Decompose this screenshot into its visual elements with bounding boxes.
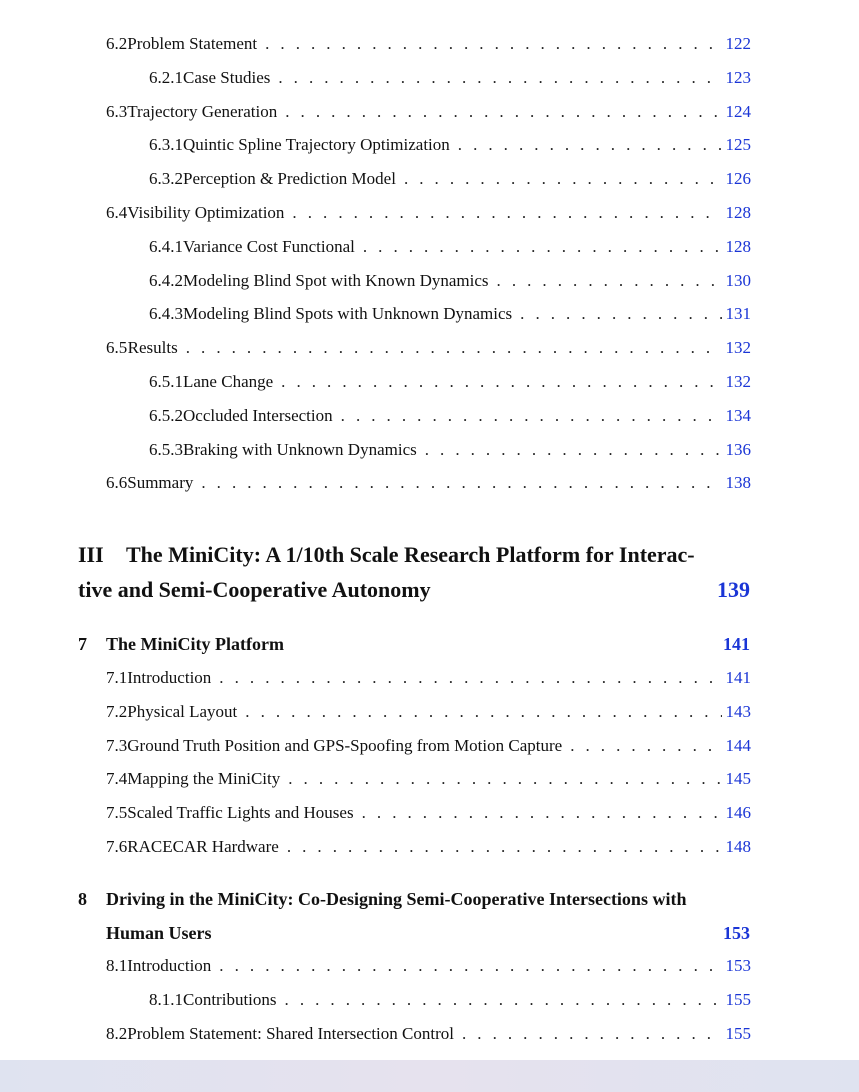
chapter-7-heading[interactable] bbox=[78, 630, 284, 658]
page-number-link[interactable]: 128 bbox=[725, 203, 751, 222]
section-number: 6.5 bbox=[106, 338, 128, 358]
section-number: 6.4.1 bbox=[149, 236, 183, 256]
dot-leader bbox=[570, 734, 721, 758]
section-number: 8.1 bbox=[106, 956, 128, 975]
dot-leader bbox=[520, 302, 721, 326]
chapter-title-line-1: Driving in the MiniCity: Co-Designing Semi-Cooperative Intersections with bbox=[106, 889, 687, 909]
section-number: 6.4.3 bbox=[149, 304, 183, 324]
section-title: Braking with Unknown Dynamics bbox=[183, 439, 417, 459]
dot-leader bbox=[285, 988, 722, 1012]
toc-entry[interactable] bbox=[149, 269, 751, 293]
section-title: Ground Truth Position and GPS-Spoofing from Motion Capture bbox=[127, 735, 563, 755]
toc-entry[interactable] bbox=[149, 988, 751, 1012]
chapter-title-line-2: Human Users bbox=[106, 923, 212, 943]
toc-entry[interactable] bbox=[149, 404, 751, 428]
section-number: 6.4 bbox=[106, 203, 128, 222]
section-number: 6.3 bbox=[106, 101, 128, 121]
section-number: 7.2 bbox=[106, 701, 128, 721]
toc-entry[interactable] bbox=[106, 32, 751, 56]
toc-entry[interactable] bbox=[106, 666, 751, 690]
page-number-link[interactable]: 155 bbox=[725, 989, 751, 1009]
dot-leader bbox=[363, 235, 722, 259]
section-title: Quintic Spline Trajectory Optimization bbox=[183, 135, 450, 155]
dot-leader bbox=[219, 954, 721, 978]
chapter-title: The MiniCity Platform bbox=[106, 634, 284, 654]
dot-leader bbox=[265, 32, 721, 56]
section-number: 7.6 bbox=[106, 837, 128, 856]
chapter-8-heading-line-2[interactable] bbox=[106, 919, 212, 947]
viewer-bottom-bar bbox=[0, 1060, 859, 1092]
dot-leader bbox=[278, 66, 721, 90]
section-title: RACECAR Hardware bbox=[127, 837, 279, 856]
section-title: Modeling Blind Spots with Unknown Dynamics bbox=[183, 304, 513, 324]
page-number-link[interactable]: 132 bbox=[725, 372, 751, 391]
part-heading-line-2[interactable] bbox=[78, 575, 431, 605]
toc-entry[interactable] bbox=[106, 100, 751, 124]
section-title: Mapping the MiniCity bbox=[127, 769, 281, 789]
section-title: Scaled Traffic Lights and Houses bbox=[127, 803, 354, 823]
dot-leader bbox=[458, 133, 722, 157]
toc-entry[interactable] bbox=[149, 438, 751, 462]
page-number-link[interactable]: 124 bbox=[725, 101, 751, 121]
section-number: 8.1.1 bbox=[149, 989, 183, 1009]
page-number-link[interactable]: 132 bbox=[725, 338, 751, 358]
section-number: 6.3.2 bbox=[149, 169, 183, 189]
toc-entry[interactable] bbox=[106, 734, 751, 758]
section-title: Problem Statement bbox=[127, 34, 258, 53]
section-number: 7.5 bbox=[106, 803, 128, 823]
toc-entry[interactable] bbox=[149, 167, 751, 191]
page-number-link[interactable]: 144 bbox=[725, 735, 751, 755]
section-number: 8.2 bbox=[106, 1023, 128, 1043]
section-title: Occluded Intersection bbox=[183, 405, 333, 425]
toc-entry[interactable] bbox=[149, 235, 751, 259]
page-number-link[interactable]: 143 bbox=[725, 701, 751, 721]
toc-entry[interactable] bbox=[106, 767, 751, 791]
section-title: Lane Change bbox=[183, 372, 274, 391]
chapter-7-page-link[interactable]: 141 bbox=[723, 634, 750, 654]
dot-leader bbox=[404, 167, 722, 191]
chapter-number: 8 bbox=[78, 889, 87, 909]
toc-entry[interactable] bbox=[106, 201, 751, 225]
section-title: Introduction bbox=[127, 668, 212, 687]
section-number: 6.5.2 bbox=[149, 405, 183, 425]
section-title: Case Studies bbox=[183, 67, 271, 87]
dot-leader bbox=[362, 801, 722, 825]
toc-entry[interactable] bbox=[149, 133, 751, 157]
section-number: 6.2 bbox=[106, 34, 128, 53]
part-title-line-1: The MiniCity: A 1/10th Scale Research Platform for Interac- bbox=[126, 542, 695, 567]
page-number-link[interactable]: 134 bbox=[725, 405, 751, 425]
chapter-8-heading[interactable] bbox=[78, 885, 686, 913]
toc-entry[interactable] bbox=[149, 66, 751, 90]
part-title-line-2: tive and Semi-Cooperative Autonomy bbox=[78, 577, 431, 602]
toc-entry[interactable] bbox=[106, 801, 751, 825]
section-title: Trajectory Generation bbox=[127, 101, 278, 121]
section-number: 6.5.3 bbox=[149, 439, 183, 459]
toc-entry[interactable] bbox=[106, 700, 751, 724]
toc-entry[interactable] bbox=[149, 302, 751, 326]
section-title: Modeling Blind Spot with Known Dynamics bbox=[183, 270, 489, 290]
section-title: Physical Layout bbox=[127, 701, 238, 721]
toc-entry[interactable] bbox=[106, 471, 751, 495]
dot-leader bbox=[462, 1022, 722, 1046]
page-number-link[interactable]: 131 bbox=[725, 304, 751, 324]
section-title: Perception & Prediction Model bbox=[183, 169, 396, 189]
dot-leader bbox=[186, 336, 722, 360]
page-number-link[interactable]: 153 bbox=[725, 956, 751, 975]
toc-entry[interactable] bbox=[106, 954, 751, 978]
section-title: Summary bbox=[127, 473, 194, 493]
section-number: 6.4.2 bbox=[149, 270, 183, 290]
dot-leader bbox=[219, 666, 721, 690]
toc-entry[interactable] bbox=[149, 370, 751, 394]
dot-leader bbox=[425, 438, 722, 462]
toc-entry[interactable] bbox=[106, 835, 751, 859]
section-title: Variance Cost Functional bbox=[183, 236, 355, 256]
section-number: 7.3 bbox=[106, 735, 128, 755]
part-number: III bbox=[78, 542, 104, 567]
page-number-link[interactable]: 125 bbox=[725, 135, 751, 155]
page-number-link[interactable]: 141 bbox=[725, 668, 751, 687]
dot-leader bbox=[287, 835, 722, 859]
section-title: Introduction bbox=[127, 956, 212, 975]
dot-leader bbox=[341, 404, 722, 428]
section-number: 7.1 bbox=[106, 668, 128, 687]
page-number-link[interactable]: 138 bbox=[725, 473, 751, 493]
dot-leader bbox=[281, 370, 721, 394]
dot-leader bbox=[285, 100, 721, 124]
page-number-link[interactable]: 128 bbox=[725, 236, 751, 256]
part-heading[interactable] bbox=[78, 540, 695, 570]
toc-entry[interactable] bbox=[106, 336, 751, 360]
dot-leader bbox=[292, 201, 721, 225]
page-number-link[interactable]: 136 bbox=[725, 439, 751, 459]
page-number-link[interactable]: 126 bbox=[725, 169, 751, 189]
dot-leader bbox=[201, 471, 721, 495]
page-number-link[interactable]: 122 bbox=[725, 34, 751, 53]
dot-leader bbox=[288, 767, 721, 791]
chapter-number: 7 bbox=[78, 634, 87, 654]
chapter-8-page-link[interactable]: 153 bbox=[723, 923, 750, 943]
dot-leader bbox=[497, 269, 722, 293]
page-number-link[interactable]: 148 bbox=[725, 837, 751, 856]
section-title: Contributions bbox=[183, 989, 277, 1009]
section-number: 6.3.1 bbox=[149, 135, 183, 155]
section-title: Problem Statement: Shared Intersection Control bbox=[127, 1023, 454, 1043]
dot-leader bbox=[245, 700, 721, 724]
page-number-link[interactable]: 130 bbox=[725, 270, 751, 290]
page-number-link[interactable]: 123 bbox=[725, 67, 751, 87]
section-number: 6.6 bbox=[106, 473, 128, 493]
section-number: 6.2.1 bbox=[149, 67, 183, 87]
section-number: 6.5.1 bbox=[149, 372, 183, 391]
section-title: Results bbox=[127, 338, 178, 358]
section-title: Visibility Optimization bbox=[127, 203, 285, 222]
page-number-link[interactable]: 145 bbox=[725, 769, 751, 789]
page-number-link[interactable]: 155 bbox=[725, 1023, 751, 1043]
page-number-link[interactable]: 146 bbox=[725, 803, 751, 823]
part-page-link[interactable]: 139 bbox=[717, 577, 750, 602]
toc-entry[interactable] bbox=[106, 1022, 751, 1046]
section-number: 7.4 bbox=[106, 769, 128, 789]
